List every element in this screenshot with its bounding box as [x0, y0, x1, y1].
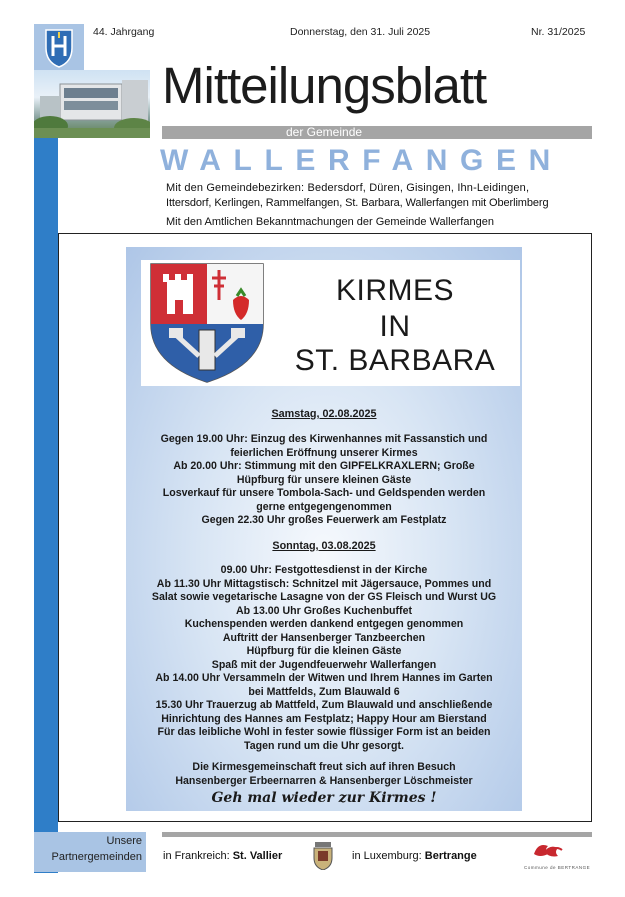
sunday-line: Hüpfburg für die kleinen Gäste	[246, 645, 402, 657]
bertrange-logo-icon	[524, 840, 592, 860]
france-partner	[163, 850, 282, 862]
luxembourg-partner	[352, 850, 477, 862]
sunday-line: Salat sowie vegetarische Lasagne von der GS Fleisch und Wurst UG	[151, 591, 497, 603]
saturday-line: Ab 20.00 Uhr: Stimmung mit den GIPFELKRAXLERN; Große	[173, 460, 475, 472]
sunday-line: Tagen rund um die Uhr gesorgt.	[244, 739, 404, 752]
masthead-title: Mitteilungsblatt	[162, 57, 487, 114]
partner-label-line-2: Partnergemeinden	[51, 851, 142, 863]
sunday-line: Spaß mit der Jugendfeuerwehr Wallerfangen	[211, 658, 437, 671]
sunday-line: Kuchenspenden werden dankend entgegen genommen	[184, 618, 464, 630]
st-barbara-crest-icon	[141, 260, 271, 386]
city-name: WALLERFANGEN	[160, 144, 563, 177]
luxembourg-town: Bertrange	[424, 850, 477, 862]
volume-label: 44. Jahrgang	[93, 26, 155, 38]
sunday-line: Ab 11.30 Uhr Mittagstisch: Schnitzel mit Jägersauce, Pommes und	[156, 577, 492, 590]
footer-grey-bar	[162, 832, 592, 837]
districts-line-1: Mit den Gemeindebezirken: Bedersdorf, Düren, Gisingen, Ihn-Leidingen,	[166, 182, 530, 194]
side-accent-stripe	[34, 138, 58, 873]
masthead-subtitle: der Gemeinde	[286, 125, 363, 139]
municipal-crest-box	[34, 24, 84, 70]
sunday-line: bei Mattfelds, Zum Blauwald 6	[248, 685, 400, 698]
saturday-line: Gegen 19.00 Uhr: Einzug des Kirwenhannes mit Fassanstich und	[160, 433, 488, 445]
saturday-line: Losverkauf für unsere Tombola-Sach- und Geldspenden werden	[162, 487, 486, 499]
bertrange-logo	[524, 840, 592, 870]
bertrange-logo-text: Commune de BERTRANGE	[524, 865, 591, 870]
official-notice-line: Mit den Amtlichen Bekanntmachungen der Gemeinde Wallerfangen	[166, 216, 494, 228]
sunday-line: Ab 14.00 Uhr Versammeln der Witwen und Ihrem Hannes im Garten	[155, 672, 493, 684]
masthead-grey-bar	[162, 126, 592, 139]
districts-text	[166, 181, 596, 211]
partner-label-line-1: Unsere	[106, 835, 142, 847]
sunday-line: Auftritt der Hansenberger Tanzbeerchen	[222, 631, 426, 644]
poster-title-line-1: KIRMES	[335, 274, 455, 307]
france-town: St. Vallier	[232, 850, 283, 862]
sunday-line: Ab 13.00 Uhr Großes Kuchenbuffet	[235, 604, 412, 617]
sunday-line: Hinrichtung des Hannes am Festplatz; Happy Hour am Bierstand	[161, 712, 487, 725]
issue-number: Nr. 31/2025	[531, 26, 586, 38]
issue-date: Donnerstag, den 31. Juli 2025	[290, 26, 431, 38]
saturday-line: feierlichen Eröffnung unserer Kirmes	[230, 446, 418, 459]
closing-line: Die Kirmesgemeinschaft freut sich auf ihren Besuch	[192, 761, 456, 773]
saturday-line: Gegen 22.30 Uhr großes Feuerwerk am Festplatz	[201, 514, 447, 526]
france-prefix: in Frankreich:	[163, 850, 230, 862]
sunday-line: 15.30 Uhr Trauerzug ab Mattfeld, Zum Blauwald und anschließende	[155, 699, 493, 711]
saturday-heading: Samstag, 02.08.2025	[271, 408, 377, 420]
sunday-line: Für das leibliche Wohl in fester sowie flüssiger Form ist an beiden	[157, 726, 491, 738]
st-vallier-crest-icon	[312, 842, 334, 870]
poster-title-box	[270, 260, 520, 386]
town-hall-photo	[34, 70, 150, 138]
sunday-line: 09.00 Uhr: Festgottesdienst in der Kirche	[220, 564, 428, 576]
luxembourg-prefix: in Luxemburg:	[352, 850, 422, 862]
closing-line: Hansenberger Erbeernarren & Hansenberger Löschmeister	[175, 774, 473, 787]
st-vallier-crest	[312, 842, 334, 875]
st-barbara-coat-of-arms	[141, 260, 271, 386]
saturday-line: gerne entgegengenommen	[256, 500, 392, 513]
poster-title-line-2: IN	[379, 310, 411, 343]
poster-slogan: Geh mal wieder zur Kirmes !	[211, 790, 437, 806]
districts-line-2: Ittersdorf, Kerlingen, Rammelfangen, St. Barbara, Wallerfangen mit Oberlimberg	[166, 197, 549, 209]
partner-communities-box	[34, 832, 146, 872]
poster-title-line-3: ST. BARBARA	[294, 344, 496, 377]
wallerfangen-crest-icon	[34, 24, 84, 70]
sunday-heading: Sonntag, 03.08.2025	[272, 540, 376, 552]
saturday-line: Hüpfburg für unsere kleinen Gäste	[236, 473, 412, 486]
